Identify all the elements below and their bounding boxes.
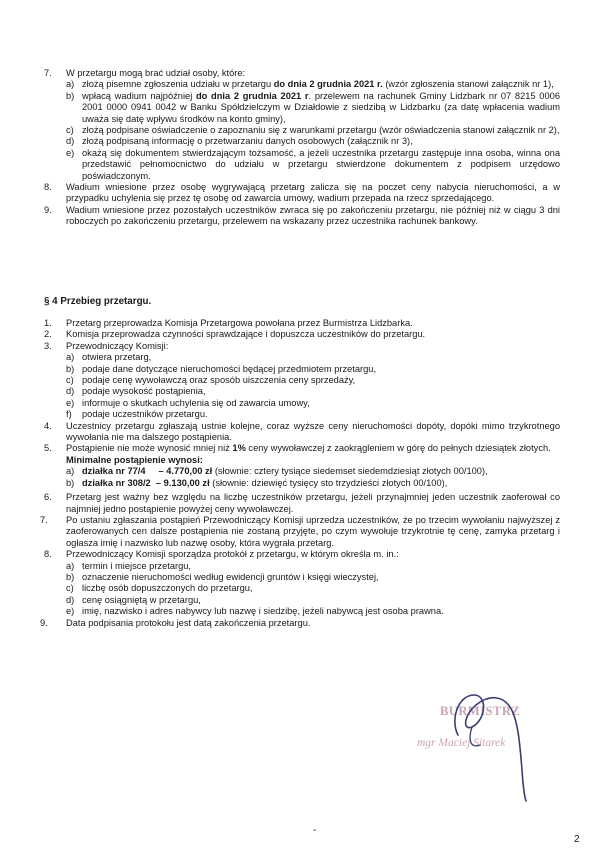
list-marker: e) <box>66 606 75 617</box>
item-text: otwiera przetarg, <box>82 352 152 363</box>
list-marker: c) <box>66 125 74 136</box>
list-marker: b) <box>66 477 75 488</box>
list-item <box>0 125 614 136</box>
signature-stroke <box>470 727 480 746</box>
min-increment-label: Minimalne postąpienie wynosi: <box>66 454 203 465</box>
item-text: okażą się dokumentem stwierdzającym tożsamość, a jeżeli uczestnika przetargu zastępuje inna osoba, winna ona przedstawić pełnomocnictwo do udziału w przetargu stwierdzone dokumentem z podpisem urzędowo poświadczonym. <box>82 147 560 181</box>
list-number: 8. <box>44 549 52 560</box>
paragraph-text: ceny wywoławczej z zaokrągleniem w górę do pełnych dziesiątek złotych. <box>245 443 551 454</box>
paragraph: W przetargu mogą brać udział osoby, które: <box>66 68 246 78</box>
handwritten-signature <box>428 675 548 805</box>
stamp-title: BURMISTRZ <box>440 704 521 718</box>
list-item <box>0 572 614 583</box>
plot-amount: działka nr 308/2 – 9.130,00 zł <box>82 477 210 488</box>
paragraph: Komisja przeprowadza czynności sprawdzające i dopuszcza uczestników do przetargu. <box>66 329 426 340</box>
list-item <box>0 148 614 182</box>
percent-value: 1% <box>232 443 246 454</box>
paragraph: Data podpisania protokołu jest datą zakończenia przetargu. <box>66 617 311 628</box>
list-number: 9. <box>44 204 52 215</box>
paragraph-text: Postąpienie nie może wynosić mniej niż <box>66 443 233 454</box>
paragraph: Po ustaniu zgłaszania postąpień Przewodniczący Komisji uprzedza uczestników, że po trzecim wywołaniu najwyższej z zaoferowanych cen dalsze postąpienia nie zostaną przyjęte, po czym wywołuje trzykrotnie tę cenę, zamyka przetarg i ogłasza imię i nazwisko lub nazwę osoby, która wygrała przetarg. <box>66 514 560 548</box>
section-9 <box>0 205 614 228</box>
list-number: 5. <box>44 443 52 454</box>
list-marker: a) <box>66 466 75 477</box>
list-item <box>0 606 614 617</box>
list-marker: e) <box>66 397 75 408</box>
list-item <box>0 466 614 477</box>
list-item <box>0 79 614 90</box>
page-number: 2 <box>574 834 580 845</box>
paragraph: Uczestnicy przetargu zgłaszają ustnie kolejne, coraz wyższe ceny nieruchomości dopóty, dopóki mimo trzykrotnego wywołania nie ma dalszego postąpienia. <box>66 420 560 443</box>
list-marker: d) <box>66 136 75 147</box>
list-item <box>0 409 614 420</box>
list-marker: d) <box>66 594 75 605</box>
list-item <box>0 398 614 409</box>
list-number: 4. <box>44 420 52 431</box>
item-text: cenę osiągniętą w przetargu, <box>82 594 201 605</box>
list-marker: b) <box>66 90 75 101</box>
list-marker: b) <box>66 571 75 582</box>
paragraph: Przetarg jest ważny bez względu na liczbę uczestników przetargu, jeżeli przynajmniej jeden uczestnik zaoferował co najmniej jedno postąpienie powyżej ceny wywoławczej. <box>66 492 560 514</box>
deadline-text: do dnia 2 grudnia 2021 r <box>195 90 309 101</box>
paragraph: Wadium wniesione przez osobę wygrywającą przetarg zalicza się na poczet ceny nabycia nieruchomości, a w przypadku uchylenia się przez tę osobę od zawarcia umowy, wadium przepada na rzecz sprzedającego. <box>66 182 560 204</box>
footer-dash: - <box>313 825 317 836</box>
item-text: informuje o skutkach uchylenia się od zawarcia umowy, <box>82 397 310 408</box>
list-item <box>0 91 614 125</box>
item-text: złożą podpisane oświadczenie o zapoznaniu się z warunkami przetargu (wzór oświadczenia stanowi załącznik nr 2), <box>82 125 560 136</box>
section-8 <box>0 182 614 205</box>
list-number: 1. <box>44 318 52 328</box>
list-marker: a) <box>66 79 75 90</box>
amount-in-words: (słownie: dziewięć tysięcy sto trzydzieści złotych 00/100), <box>209 477 448 488</box>
list-number: 9. <box>40 617 48 628</box>
item-text: . przelewem na rachunek Gminy Lidzbark nr 07 8215 0006 2001 0000 0941 0042 w Banku Spółdzielczym w Działdowie z siedzibą w Lidzbarku (za datę wpłacenia wadium uważa się datę wpływu środków na konto gminy), <box>82 90 560 124</box>
item-text: oznaczenie nieruchomości według ewidencji gruntów i księgi wieczystej, <box>82 571 379 582</box>
paragraph: Przewodniczący Komisji sporządza protokół z przetargu, w którym określa m. in.: <box>66 549 399 560</box>
plot-amount: działka nr 77/4 – 4.770,00 zł <box>82 466 213 477</box>
item-text: podaje uczestników przetargu. <box>82 409 208 420</box>
list-item <box>0 136 614 147</box>
paragraph: Wadium wniesione przez pozostałych uczestników zwraca się po zakończeniu przetargu, nie później niż w ciągu 3 dni roboczych po zakończeniu przetargu, przelewem na wskazany przez uczestnika rachunek bankowy. <box>66 204 560 227</box>
stamp-name: mgr Maciej Sitarek <box>417 737 506 749</box>
item-text: imię, nazwisko i adres nabywcy lub nazwę i siedzibę, jeżeli nabywcą jest osoba prawna. <box>82 606 444 617</box>
section-4-body <box>0 318 614 629</box>
list-marker: c) <box>66 583 74 594</box>
list-number: 2. <box>44 329 52 340</box>
deadline-text: do dnia 2 grudnia 2021 r. <box>273 79 383 90</box>
list-item <box>0 375 614 386</box>
signature-stroke <box>455 695 526 801</box>
list-marker: c) <box>66 375 74 386</box>
list-item <box>0 478 614 489</box>
amount-in-words: (słownie: cztery tysiące siedemset siedemdziesiąt złotych 00/100), <box>212 466 488 477</box>
item-text: termin i miejsce przetargu, <box>82 560 192 571</box>
item-text: liczbę osób dopuszczonych do przetargu, <box>82 583 253 594</box>
list-marker: e) <box>66 147 75 158</box>
section-heading: § 4 Przebieg przetargu. <box>44 296 152 307</box>
item-text: złożą podpisaną informację o przetwarzaniu danych osobowych (załącznik nr 3), <box>82 136 413 147</box>
item-text: podaje wysokość postąpienia, <box>82 386 206 397</box>
list-marker: f) <box>66 409 72 420</box>
paragraph: Przewodniczący Komisji: <box>66 340 169 351</box>
list-marker: b) <box>66 363 75 374</box>
list-number: 7. <box>44 68 52 78</box>
list-item <box>0 583 614 594</box>
item-text: wpłacą wadium najpóźniej <box>82 90 196 101</box>
item-text: podaje dane dotyczące nieruchomości będącej przedmiotem przetargu, <box>82 363 377 374</box>
list-marker: d) <box>66 386 75 397</box>
paragraph: Przetarg przeprowadza Komisja Przetargowa powołana przez Burmistrza Lidzbarka. <box>66 318 413 328</box>
item-text: podaje cenę wywoławczą oraz sposób uiszczenia ceny sprzedaży, <box>82 375 356 386</box>
list-number: 6. <box>44 492 52 503</box>
section-7 <box>0 68 614 228</box>
list-marker: a) <box>66 352 75 363</box>
list-item <box>0 364 614 375</box>
list-number: 7. <box>40 514 48 525</box>
item-text: złożą pisemne zgłoszenia udziału w przetargu <box>82 79 274 90</box>
list-item <box>0 352 614 363</box>
list-item <box>0 595 614 606</box>
list-item <box>0 386 614 397</box>
list-number: 3. <box>44 340 52 351</box>
item-text: (wzór zgłoszenia stanowi załącznik nr 1), <box>382 79 554 90</box>
list-item <box>0 561 614 572</box>
list-marker: a) <box>66 560 75 571</box>
list-number: 8. <box>44 182 52 193</box>
